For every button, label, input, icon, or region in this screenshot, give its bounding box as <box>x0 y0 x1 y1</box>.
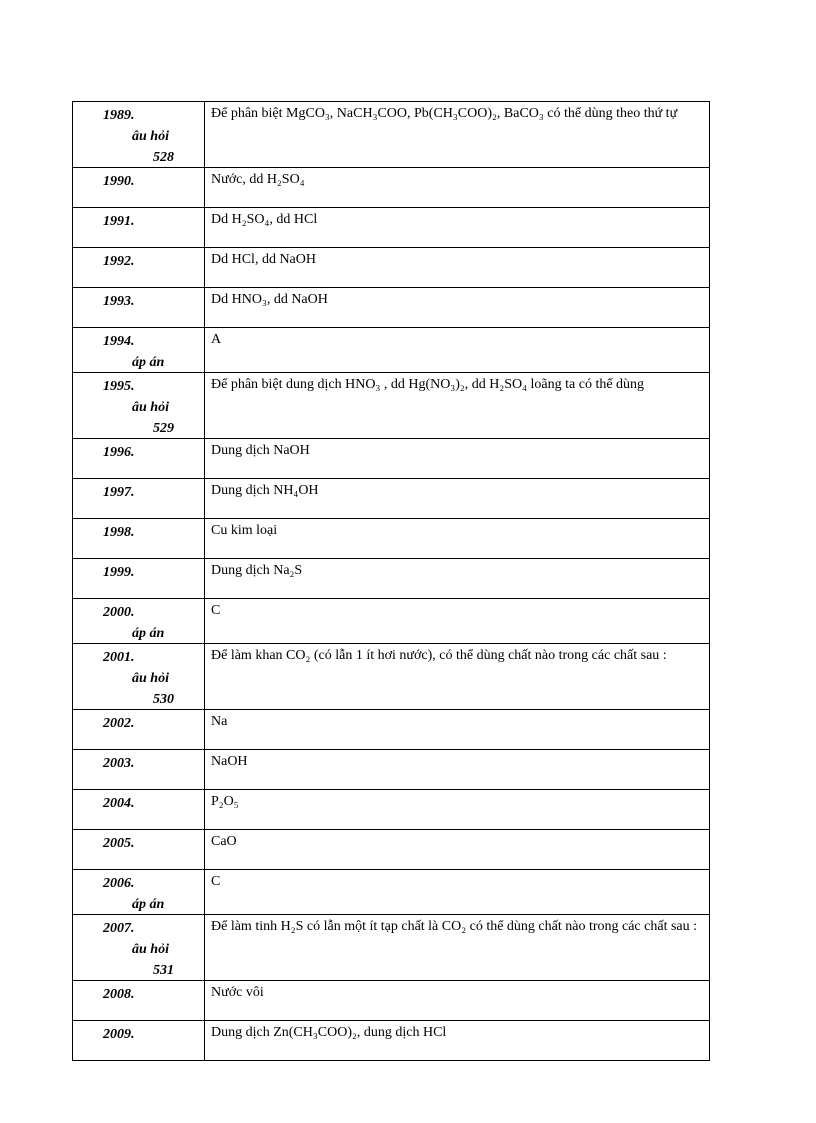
row-text: Dung dịch Na₂S <box>205 559 710 599</box>
row-number-cell <box>73 644 205 710</box>
table-row <box>73 102 710 168</box>
row-text: Dd HCl, dd NaOH <box>205 248 710 288</box>
question-number: 528 <box>153 150 174 165</box>
row-number-cell <box>73 830 205 870</box>
row-number: 2007. <box>103 921 135 936</box>
question-table <box>72 101 710 1061</box>
row-number-cell <box>73 599 205 644</box>
row-number: 2006. <box>103 876 135 891</box>
row-number-cell <box>73 870 205 915</box>
row-number-cell <box>73 288 205 328</box>
row-text: Na <box>205 710 710 750</box>
table-row <box>73 248 710 288</box>
row-number-cell <box>73 439 205 479</box>
row-number: 2004. <box>103 796 135 811</box>
table-row <box>73 208 710 248</box>
row-number-cell <box>73 208 205 248</box>
row-text: Dd H₂SO₄, dd HCl <box>205 208 710 248</box>
row-number: 1991. <box>103 214 135 229</box>
row-number: 1996. <box>103 445 135 460</box>
question-label: âu hỏi <box>132 942 169 957</box>
row-number-cell <box>73 559 205 599</box>
row-number: 1990. <box>103 174 135 189</box>
row-number: 2009. <box>103 1027 135 1042</box>
row-number: 1992. <box>103 254 135 269</box>
row-number: 2003. <box>103 756 135 771</box>
table-row <box>73 599 710 644</box>
answer-label: áp án <box>132 355 165 370</box>
row-number: 1997. <box>103 485 135 500</box>
row-number: 1999. <box>103 565 135 580</box>
table-row <box>73 519 710 559</box>
row-text: Để làm khan CO₂ (có lẫn 1 ít hơi nước), có thể dùng chất nào trong các chất sau : <box>205 644 710 710</box>
row-text: P₂O₅ <box>205 790 710 830</box>
row-number-cell <box>73 710 205 750</box>
row-number: 1989. <box>103 108 135 123</box>
table-row <box>73 168 710 208</box>
row-number-cell <box>73 1021 205 1061</box>
question-number: 531 <box>153 963 174 978</box>
row-text: C <box>205 599 710 644</box>
row-number: 1995. <box>103 379 135 394</box>
row-number-cell <box>73 915 205 981</box>
table-row <box>73 288 710 328</box>
table-row <box>73 710 710 750</box>
answer-label: áp án <box>132 626 165 641</box>
row-text: Nước vôi <box>205 981 710 1021</box>
row-number: 2000. <box>103 605 135 620</box>
row-text: C <box>205 870 710 915</box>
table-row <box>73 644 710 710</box>
row-number-cell <box>73 519 205 559</box>
row-number: 1993. <box>103 294 135 309</box>
row-number: 1994. <box>103 334 135 349</box>
row-text: Dung dịch Zn(CH₃COO)₂, dung dịch HCl <box>205 1021 710 1061</box>
table-row <box>73 915 710 981</box>
table-row <box>73 790 710 830</box>
row-text: NaOH <box>205 750 710 790</box>
table-row <box>73 870 710 915</box>
question-label: âu hỏi <box>132 129 169 144</box>
row-number-cell <box>73 328 205 373</box>
row-text: Nước, dd H₂SO₄ <box>205 168 710 208</box>
row-text: A <box>205 328 710 373</box>
row-text: Cu kim loại <box>205 519 710 559</box>
row-number-cell <box>73 790 205 830</box>
table-row <box>73 479 710 519</box>
question-number: 529 <box>153 421 174 436</box>
row-number-cell <box>73 248 205 288</box>
table-row <box>73 439 710 479</box>
table-row <box>73 750 710 790</box>
row-text: Dung dịch NH₄OH <box>205 479 710 519</box>
row-text: Để làm tinh H₂S có lẫn một ít tạp chất là CO₂ có thể dùng chất nào trong các chất sau : <box>205 915 710 981</box>
row-number-cell <box>73 168 205 208</box>
row-number: 2008. <box>103 987 135 1002</box>
question-number: 530 <box>153 692 174 707</box>
question-label: âu hỏi <box>132 400 169 415</box>
row-number: 2002. <box>103 716 135 731</box>
table-row <box>73 559 710 599</box>
row-text: Để phân biệt MgCO₃, NaCH₃COO, Pb(CH₃COO)₂, BaCO₃ có thể dùng theo thứ tự <box>205 102 710 168</box>
question-label: âu hỏi <box>132 671 169 686</box>
row-text: Dung dịch NaOH <box>205 439 710 479</box>
row-number-cell <box>73 750 205 790</box>
row-number-cell <box>73 981 205 1021</box>
table-row <box>73 1021 710 1061</box>
row-number: 2001. <box>103 650 135 665</box>
row-text: CaO <box>205 830 710 870</box>
row-number-cell <box>73 102 205 168</box>
table-row <box>73 328 710 373</box>
table-row <box>73 981 710 1021</box>
table-row <box>73 373 710 439</box>
row-text: Dd HNO₃, dd NaOH <box>205 288 710 328</box>
row-text: Để phân biệt dung dịch HNO₃ , dd Hg(NO₃)₂, dd H₂SO₄ loãng ta có thể dùng <box>205 373 710 439</box>
row-number: 2005. <box>103 836 135 851</box>
table-row <box>73 830 710 870</box>
row-number-cell <box>73 373 205 439</box>
row-number: 1998. <box>103 525 135 540</box>
answer-label: áp án <box>132 897 165 912</box>
row-number-cell <box>73 479 205 519</box>
